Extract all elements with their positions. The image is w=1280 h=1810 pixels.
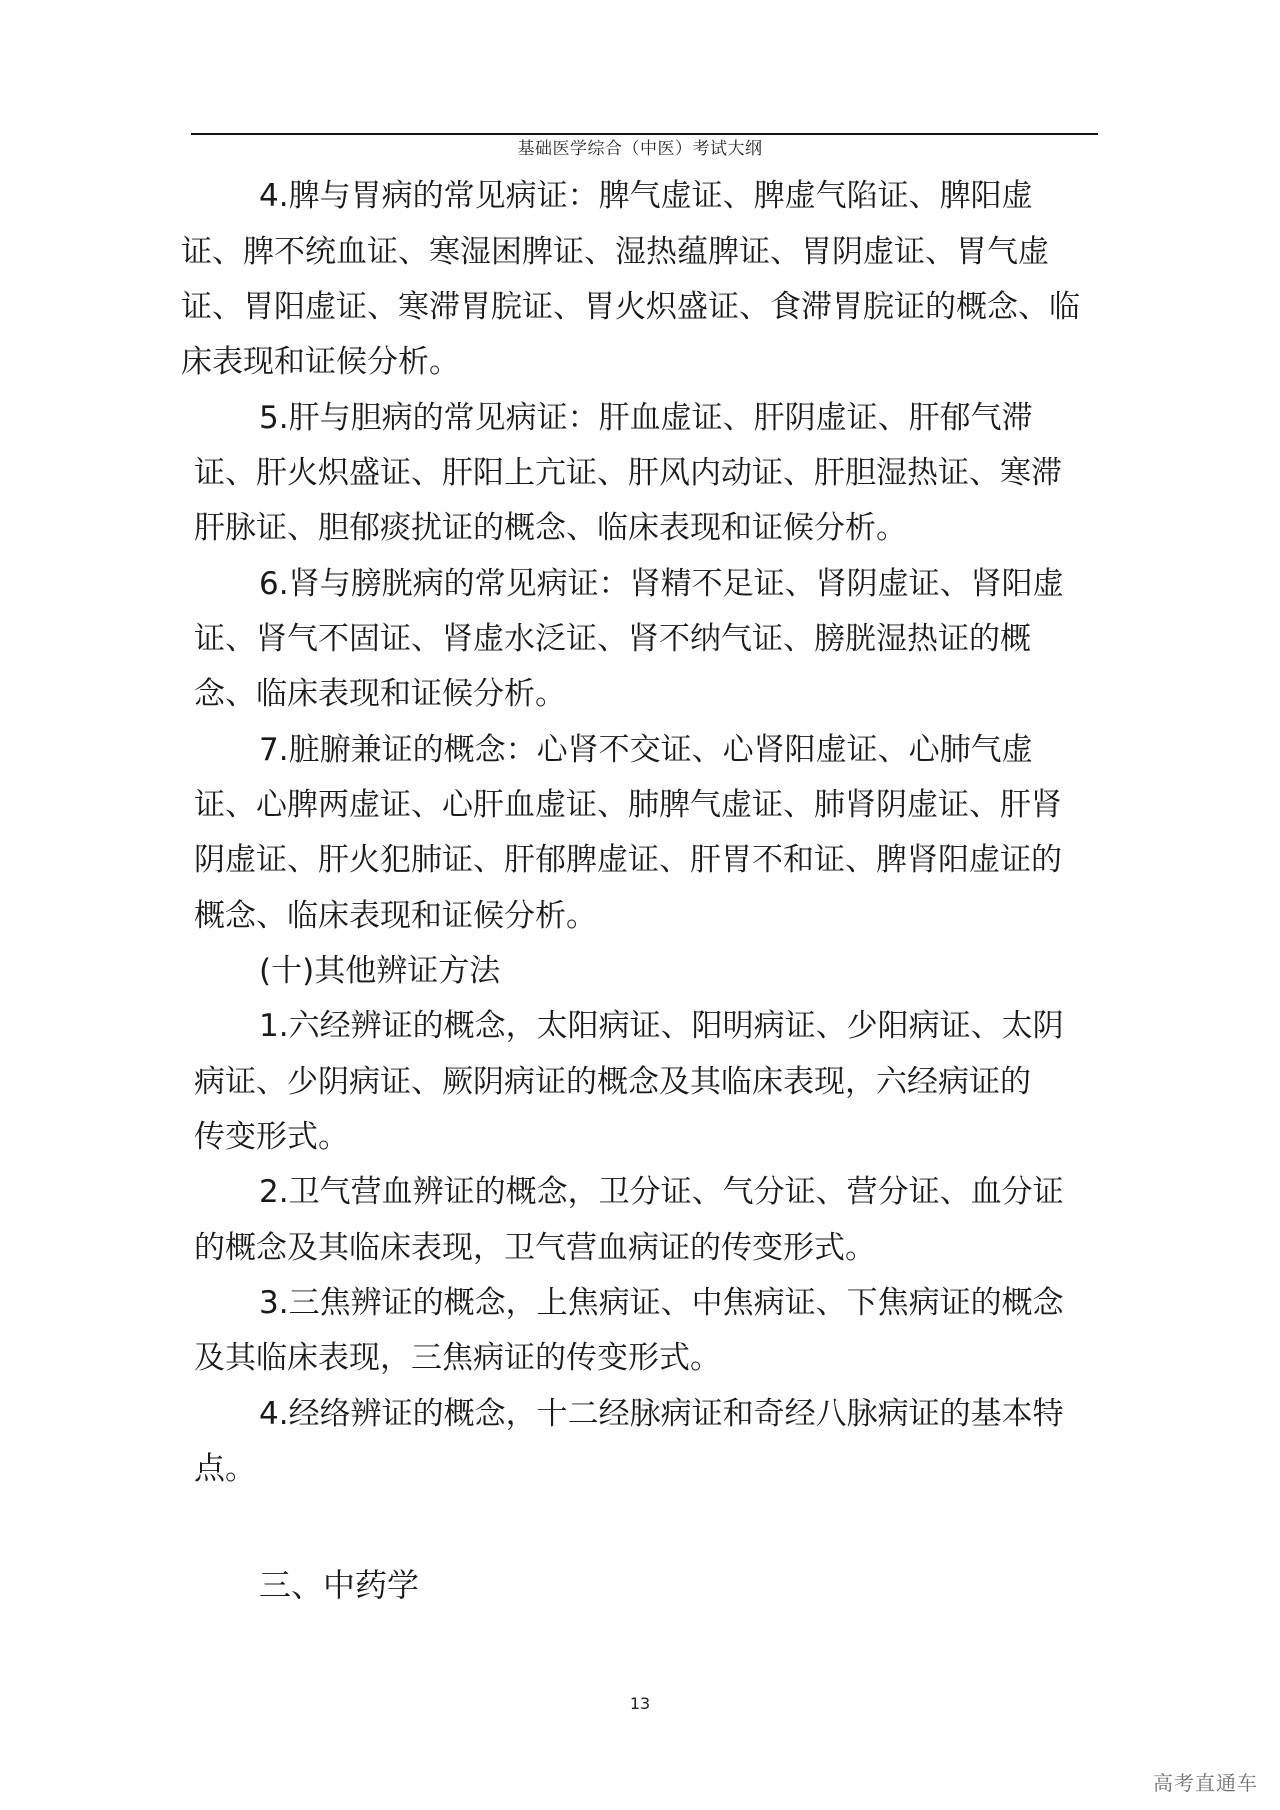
paragraph-line: 病证、少阴病证、厥阴病证的概念及其临床表现，六经病证的	[194, 1064, 1031, 1100]
paragraph-line: 证、肝火炽盛证、肝阳上亢证、肝风内动证、肝胆湿热证、寒滞	[194, 455, 1062, 491]
paragraph-line: 念、临床表现和证候分析。	[194, 676, 566, 712]
paragraph-line: 概念、临床表现和证候分析。	[194, 898, 597, 934]
paragraph-line: 床表现和证候分析。	[181, 344, 460, 380]
paragraph-line: 点。	[194, 1451, 256, 1487]
paragraph-line: 3.三焦辨证的概念，上焦病证、中焦病证、下焦病证的概念	[259, 1285, 1064, 1321]
paragraph-line: 肝脉证、胆郁痰扰证的概念、临床表现和证候分析。	[194, 510, 907, 546]
page-number: 13	[629, 1694, 651, 1713]
paragraph-line: 4.脾与胃病的常见病证：脾气虚证、脾虚气陷证、脾阳虚	[259, 178, 1033, 214]
paragraph-line: 7.脏腑兼证的概念：心肾不交证、心肾阳虚证、心肺气虚	[259, 732, 1033, 768]
paragraph-line: 4.经络辨证的概念，十二经脉病证和奇经八脉病证的基本特	[259, 1396, 1064, 1432]
subsection-heading: (十)其他辨证方法	[259, 953, 501, 989]
paragraph-line: 6.肾与膀胱病的常见病证：肾精不足证、肾阴虚证、肾阳虚	[259, 566, 1064, 602]
running-header: 基础医学综合（中医）考试大纲	[517, 139, 763, 159]
paragraph-line: 证、心脾两虚证、心肝血虚证、肺脾气虚证、肺肾阴虚证、肝肾	[194, 787, 1062, 823]
paragraph-line: 的概念及其临床表现，卫气营血病证的传变形式。	[194, 1230, 876, 1266]
section-heading: 三、中药学	[259, 1566, 420, 1604]
paragraph-line: 证、肾气不固证、肾虚水泛证、肾不纳气证、膀胱湿热证的概	[194, 621, 1031, 657]
watermark: 高考直通车	[1153, 1771, 1258, 1795]
paragraph-line: 2.卫气营血辨证的概念，卫分证、气分证、营分证、血分证	[259, 1174, 1064, 1210]
paragraph-line: 1.六经辨证的概念，太阳病证、阳明病证、少阳病证、太阴	[259, 1008, 1064, 1044]
paragraph-line: 阴虚证、肝火犯肺证、肝郁脾虚证、肝胃不和证、脾肾阳虚证的	[194, 842, 1062, 878]
paragraph-line: 及其临床表现，三焦病证的传变形式。	[194, 1340, 721, 1376]
paragraph-line: 5.肝与胆病的常见病证：肝血虚证、肝阴虚证、肝郁气滞	[259, 400, 1033, 436]
paragraph-line: 证、脾不统血证、寒湿困脾证、湿热蕴脾证、胃阴虚证、胃气虚	[181, 234, 1049, 270]
paragraph-line: 传变形式。	[194, 1119, 349, 1155]
paragraph-line: 证、胃阳虚证、寒滞胃脘证、胃火炽盛证、食滞胃脘证的概念、临	[181, 289, 1080, 325]
